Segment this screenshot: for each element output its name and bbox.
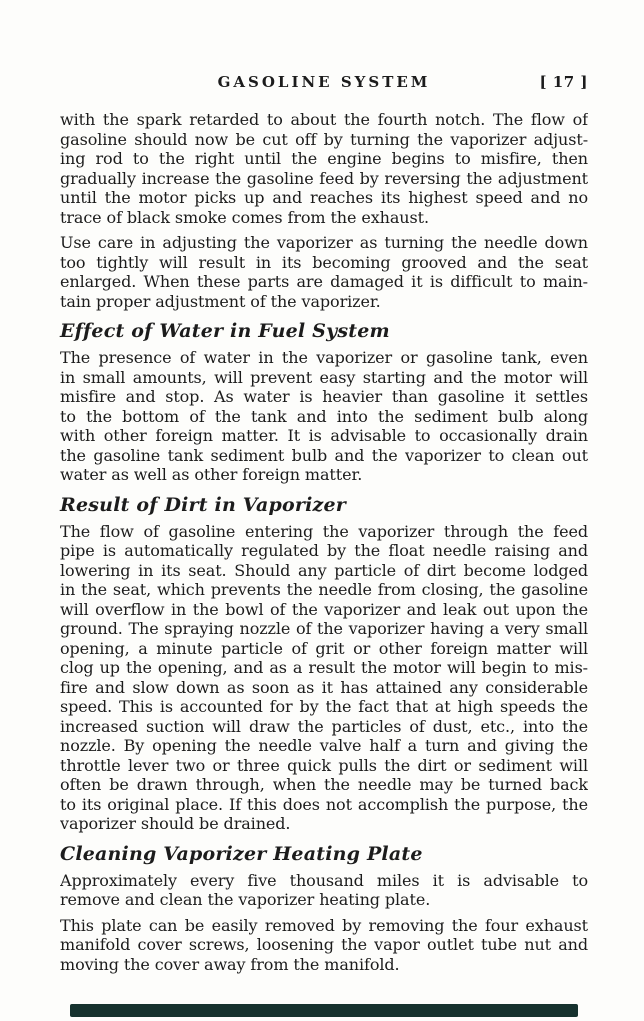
paragraph — [60, 522, 588, 834]
text-line: moving the cover away from the manifold. — [60, 954, 400, 974]
text-line: The flow of gasoline entering the vaporizer through the feed — [60, 521, 588, 541]
text-line: clog up the opening, and as a result the motor will begin to mis- — [60, 658, 588, 677]
section — [60, 495, 588, 834]
text-line: to its original place. If this does not accomplish the purpose, the — [60, 794, 588, 814]
text-line: will overflow in the bowl of the vaporizer and leak out upon the — [60, 599, 588, 619]
text-line: with the spark retarded to about the fourth notch. The flow of — [60, 110, 588, 129]
page-title: GASOLINE SYSTEM — [217, 73, 431, 91]
section-heading: Cleaning Vaporizer Heating Plate — [60, 842, 423, 865]
section — [60, 321, 588, 485]
text-line: Approximately every five thousand miles it is advisable to — [60, 870, 588, 890]
text-line: to the bottom of the tank and into the sediment bulb along — [60, 406, 588, 426]
text-line: throttle lever two or three quick pulls the dirt or sediment will — [60, 755, 588, 775]
text-line: in small amounts, will prevent easy starting and the motor will — [60, 367, 588, 387]
text-line: The presence of water in the vaporizer or gasoline tank, even — [60, 348, 588, 367]
text-line: gradually increase the gasoline feed by reversing the adjustment — [60, 168, 588, 188]
text-line: enlarged. When these parts are damaged it is difficult to main- — [60, 272, 588, 291]
text-line: until the motor picks up and reaches its highest speed and no — [60, 188, 588, 207]
section-heading: Effect of Water in Fuel System — [60, 320, 390, 342]
paragraph — [60, 916, 588, 975]
text-line: the gasoline tank sediment bulb and the vaporizer to clean out — [60, 445, 588, 465]
text-line: pipe is automatically regulated by the float needle raising and — [60, 541, 588, 560]
text-line: nozzle. By opening the needle valve half a turn and giving the — [60, 736, 588, 755]
section-heading: Result of Dirt in Vaporizer — [60, 493, 346, 516]
text-line: fire and slow down as soon as it has attained any considerable — [60, 677, 588, 697]
text-line: water as well as other foreign matter. — [60, 465, 363, 484]
text-line: Use care in adjusting the vaporizer as turning the needle down — [60, 233, 588, 252]
text-line: too tightly will result in its becoming grooved and the seat — [60, 252, 588, 272]
text-line: manifold cover screws, loosening the vapor outlet tube nut and — [60, 935, 588, 954]
text-line: often be drawn through, when the needle may be turned back — [60, 775, 588, 794]
text-line: misfire and stop. As water is heavier than gasoline it settles — [60, 387, 588, 406]
paragraph — [60, 348, 588, 485]
text-line: ground. The spraying nozzle of the vaporizer having a very small — [60, 619, 588, 638]
text-line: remove and clean the vaporizer heating plate. — [60, 890, 431, 909]
page-number: [ 17 ] — [539, 73, 588, 91]
text-line: ing rod to the right until the engine begins to misfire, then — [60, 149, 588, 168]
text-line: This plate can be easily removed by removing the four exhaust — [60, 915, 588, 935]
section — [60, 110, 588, 311]
scan-artifact-bar — [70, 1004, 578, 1017]
text-line: trace of black smoke comes from the exhaust. — [60, 207, 429, 227]
section — [60, 844, 588, 975]
text-line: opening, a minute particle of grit or other foreign matter will — [60, 638, 588, 658]
running-header — [60, 72, 588, 92]
paragraph — [60, 233, 588, 311]
paragraph — [60, 110, 588, 227]
text-line: vaporizer should be drained. — [60, 814, 291, 833]
page-body — [60, 110, 588, 974]
text-line: gasoline should now be cut off by turning the vaporizer adjust- — [60, 129, 588, 149]
text-line: in the seat, which prevents the needle from closing, the gasoline — [60, 580, 588, 599]
text-line: lowering in its seat. Should any particle of dirt become lodged — [60, 560, 588, 580]
text-line: tain proper adjustment of the vaporizer. — [60, 291, 381, 311]
text-line: speed. This is accounted for by the fact that at high speeds the — [60, 697, 588, 716]
text-line: with other foreign matter. It is advisable to occasionally drain — [60, 426, 588, 445]
paragraph — [60, 871, 588, 910]
text-line: increased suction will draw the particles of dust, etc., into the — [60, 716, 588, 736]
